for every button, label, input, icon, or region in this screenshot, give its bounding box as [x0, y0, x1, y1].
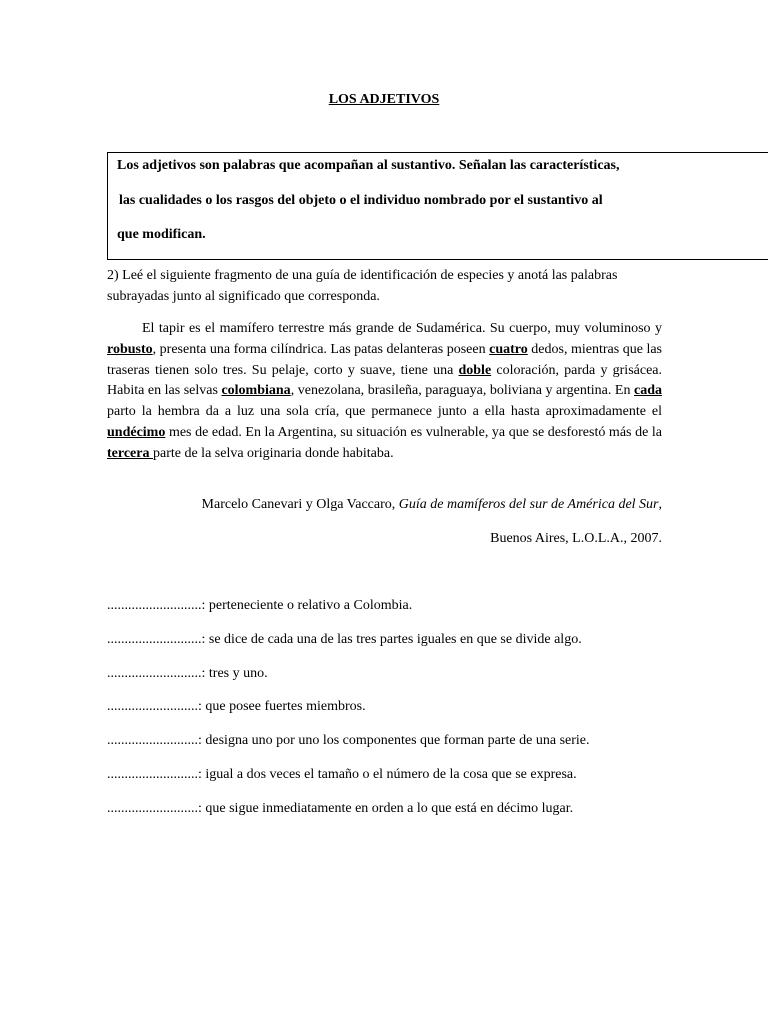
definition-line: Los adjetivos son palabras que acompañan al sustantivo. Señalan las características, — [117, 158, 620, 173]
passage-text: , presenta una forma cilíndrica. Las patas delanteras poseen — [152, 341, 490, 357]
definition-line: que modifican. — [117, 227, 206, 242]
definition-item: ..........................: que posee fuertes miembros. — [107, 699, 366, 715]
passage-text: parte de la selva originaria donde habitaba. — [152, 445, 394, 461]
passage-text: dedos, mientras que las traseras tienen solo tres. Su pelaje, corto y suave, tiene una — [107, 341, 663, 378]
definition-item: ...........................: perteneciente o relativo a Colombia. — [107, 598, 413, 613]
definition-item: ..........................: igual a dos veces el tamaño o el número de la cosa que se expresa. — [107, 766, 577, 782]
underlined-word-doble: doble — [458, 362, 492, 378]
underlined-word-undecimo: undécimo — [107, 424, 166, 440]
citation-book-title: Guía de mamíferos del sur de América del Sur — [398, 497, 659, 512]
definition-item: ...........................: se dice de cada una de las tres partes iguales en que se divide algo. — [107, 631, 582, 647]
underlined-word-robusto: robusto — [107, 341, 153, 357]
page-title: LOS ADJETIVOS — [328, 92, 440, 107]
passage-text: coloración, parda y grisácea. Habita en las selvas — [107, 362, 663, 399]
citation-publisher: Buenos Aires, L.O.L.A., 2007. — [490, 531, 662, 546]
definitions-list — [107, 598, 707, 835]
passage-text: El tapir es el mamífero terrestre más grande de Sudamérica. Su cuerpo, muy voluminoso y — [142, 321, 662, 336]
underlined-word-cada: cada — [634, 383, 662, 399]
reading-passage — [107, 319, 662, 465]
passage-text: parto la hembra da a luz una sola cría, que permanece junto a ella hasta aproximadamente el — [107, 404, 662, 420]
underlined-word-cuatro: cuatro — [489, 341, 528, 357]
instruction-text: 2) Leé el siguiente fragmento de una guía de identificación de especies y anotá las palabras subrayadas junto al significado que corresponda. — [107, 268, 618, 304]
underlined-word-tercera: tercera — [107, 445, 153, 461]
definition-item: ...........................: tres y uno. — [107, 665, 268, 681]
definition-line: las cualidades o los rasgos del objeto o el individuo nombrado por el sustantivo al — [119, 193, 603, 208]
definition-box — [107, 152, 768, 260]
passage-text: mes de edad. En la Argentina, su situación es vulnerable, ya que se desforestó más de la — [165, 424, 662, 440]
citation-comma: , — [658, 497, 662, 512]
definition-item: ..........................: que sigue inmediatamente en orden a lo que está en décimo lugar. — [107, 800, 574, 816]
citation-authors — [107, 497, 662, 513]
citation-author-names: Marcelo Canevari y Olga Vaccaro, — [201, 497, 399, 512]
passage-text: , venezolana, brasileña, paraguaya, boliviana y argentina. En — [290, 383, 634, 399]
underlined-word-colombiana: colombiana — [221, 383, 291, 399]
definition-item: ..........................: designa uno por uno los componentes que forman parte de una serie. — [107, 733, 590, 749]
